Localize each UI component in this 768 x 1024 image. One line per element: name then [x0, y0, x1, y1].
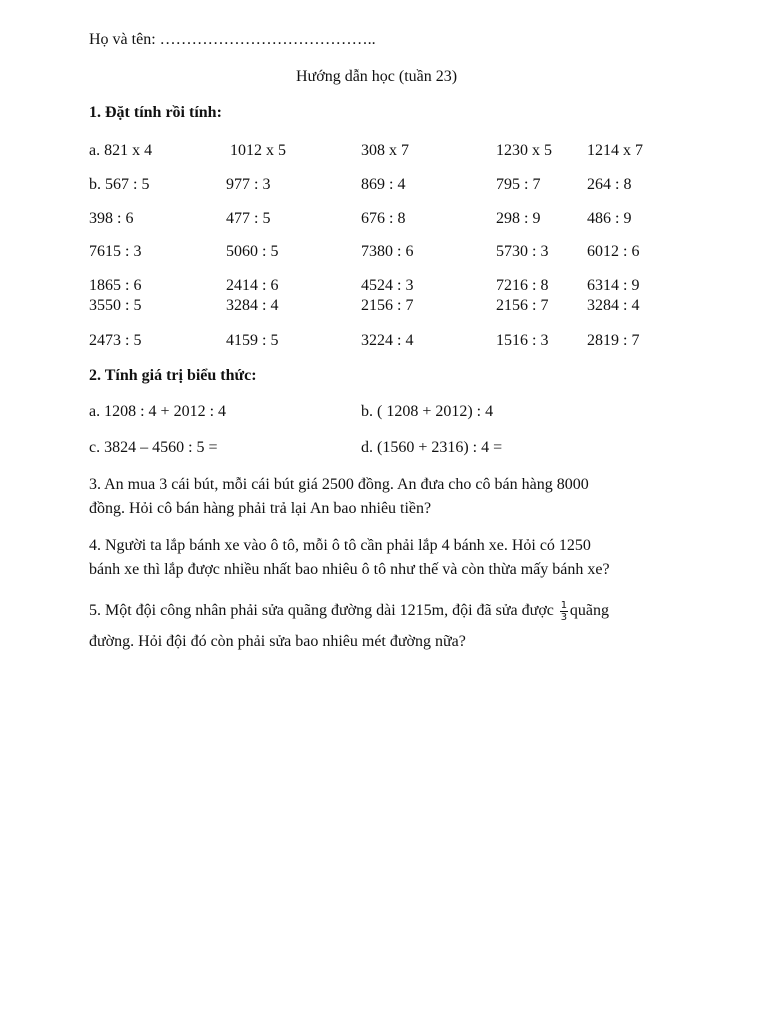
one-third-fraction: [560, 600, 568, 623]
section1-heading: 1. Đặt tính rồi tính:: [89, 104, 222, 121]
calc-item: 2156 : 7: [496, 297, 549, 314]
calc-item: 977 : 3: [226, 176, 271, 193]
calc-item: 2819 : 7: [587, 332, 640, 349]
calc-item: 1516 : 3: [496, 332, 549, 349]
problem4-line2: bánh xe thì lắp được nhiều nhất bao nhiêu ô tô như thế và còn thừa mấy bánh xe?: [89, 561, 610, 578]
problem5-text-before: 5. Một đội công nhân phải sửa quãng đường dài 1215m, đội đã sửa được: [89, 602, 558, 620]
calc-item: 486 : 9: [587, 210, 632, 227]
student-name-line: Họ và tên: …………………………………..: [89, 31, 376, 48]
calc-item: 7615 : 3: [89, 243, 142, 260]
section2-heading: 2. Tính giá trị biểu thức:: [89, 367, 257, 384]
calc-item: 676 : 8: [361, 210, 406, 227]
calc-item: 4159 : 5: [226, 332, 279, 349]
calc-item: 2414 : 6: [226, 277, 279, 294]
problem5-line2: đường. Hỏi đội đó còn phải sửa bao nhiêu mét đường nữa?: [89, 633, 466, 650]
calc-item: 6012 : 6: [587, 243, 640, 260]
problem3-line1: 3. An mua 3 cái bút, mỗi cái bút giá 2500 đồng. An đưa cho cô bán hàng 8000: [89, 476, 589, 493]
calc-item: 1214 x 7: [587, 142, 643, 159]
calc-item: 1865 : 6: [89, 277, 142, 294]
calc-item: 2473 : 5: [89, 332, 142, 349]
calc-item: 2156 : 7: [361, 297, 414, 314]
calc-item: 795 : 7: [496, 176, 541, 193]
calc-item: 5060 : 5: [226, 243, 279, 260]
calc-item: a. 821 x 4: [89, 142, 153, 159]
calc-item: 6314 : 9: [587, 277, 640, 294]
calc-item: 3224 : 4: [361, 332, 414, 349]
calc-item: 7216 : 8: [496, 277, 549, 294]
expression-b: b. ( 1208 + 2012) : 4: [361, 403, 494, 420]
expression-c: c. 3824 – 4560 : 5 =: [89, 439, 218, 456]
calc-item: b. 567 : 5: [89, 176, 150, 193]
problem3-line2: đồng. Hỏi cô bán hàng phải trả lại An bao nhiêu tiền?: [89, 500, 432, 517]
fraction-denominator: 3: [560, 612, 568, 623]
fraction-numerator: 1: [560, 600, 568, 611]
calc-item: 3550 : 5: [89, 297, 142, 314]
calc-item: 3284 : 4: [587, 297, 640, 314]
calc-item: 3284 : 4: [226, 297, 279, 314]
calc-item: 477 : 5: [226, 210, 271, 227]
calc-item: 869 : 4: [361, 176, 406, 193]
problem5-text-after: quãng: [569, 602, 609, 620]
worksheet-title: Hướng dẫn học (tuần 23): [296, 68, 458, 85]
expression-a: a. 1208 : 4 + 2012 : 4: [89, 403, 227, 420]
calc-item: 7380 : 6: [361, 243, 414, 260]
calc-item: 1012 x 5: [230, 142, 286, 159]
calc-item: 308 x 7: [361, 142, 409, 159]
calc-item: 264 : 8: [587, 176, 632, 193]
calc-item: 398 : 6: [89, 210, 134, 227]
calc-item: 1230 x 5: [496, 142, 552, 159]
calc-item: 298 : 9: [496, 210, 541, 227]
calc-item: 5730 : 3: [496, 243, 549, 260]
expression-d: d. (1560 + 2316) : 4 =: [361, 439, 503, 456]
problem5-line1: [89, 600, 609, 623]
calc-item: 4524 : 3: [361, 277, 414, 294]
problem4-line1: 4. Người ta lắp bánh xe vào ô tô, mỗi ô tô cần phải lắp 4 bánh xe. Hỏi có 1250: [89, 537, 591, 554]
